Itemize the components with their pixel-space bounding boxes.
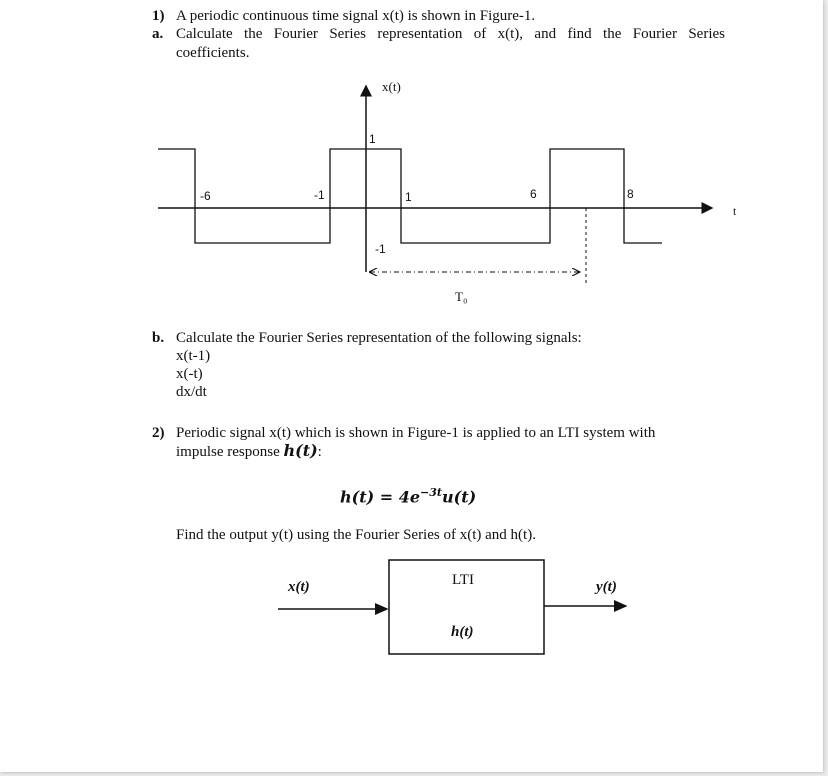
y-axis-label: x(t) <box>382 79 401 94</box>
tick-label-neg1: -1 <box>314 188 325 202</box>
lti-system-box <box>389 560 544 654</box>
question-2-number: 2) <box>152 425 165 441</box>
impulse-symbol: h(t) <box>283 441 318 460</box>
question-1-text: A periodic continuous time signal x(t) is shown in Figure-1. <box>176 8 536 24</box>
period-label: T₀ <box>455 289 468 304</box>
part-a-label: a. <box>152 26 164 42</box>
part-b-item-3: dx/dt <box>176 384 207 400</box>
output-label: y(t) <box>596 579 617 595</box>
part-b-item-1: x(t-1) <box>176 348 211 364</box>
tick-label-8: 8 <box>627 187 634 201</box>
figure-1-signal-plot <box>0 0 828 320</box>
part-b-label: b. <box>152 330 165 346</box>
tick-label-neg6: -6 <box>200 189 211 203</box>
impulse-label: h(t) <box>451 624 474 640</box>
impulse-response-equation: $h(t) = 4e^{-3t}u(t)$ <box>340 486 477 507</box>
input-label: x(t) <box>288 579 310 595</box>
tick-label-6: 6 <box>530 187 537 201</box>
system-label: LTI <box>452 572 474 588</box>
x-axis-label: t <box>733 204 737 218</box>
part-a-line2: coefficients. <box>176 45 250 61</box>
part-b <box>152 329 582 347</box>
part-a-line1: Calculate the Fourier Series representation of x(t), and find the Fourier Series <box>176 26 725 42</box>
part-b-text: Calculate the Fourier Series representation of the following signals: <box>176 330 582 346</box>
high-level-label: 1 <box>369 132 376 146</box>
question-2 <box>152 424 655 442</box>
tick-label-1: 1 <box>405 190 412 204</box>
question-1-number: 1) <box>152 8 165 24</box>
low-level-label: -1 <box>375 242 386 256</box>
question-2-line2: impulse response h(t): <box>176 441 322 460</box>
part-b-item-2: x(-t) <box>176 366 203 382</box>
find-output-instruction: Find the output y(t) using the Fourier Series of x(t) and h(t). <box>176 527 536 543</box>
question-2-line1: Periodic signal x(t) which is shown in Figure-1 is applied to an LTI system with <box>176 425 656 441</box>
